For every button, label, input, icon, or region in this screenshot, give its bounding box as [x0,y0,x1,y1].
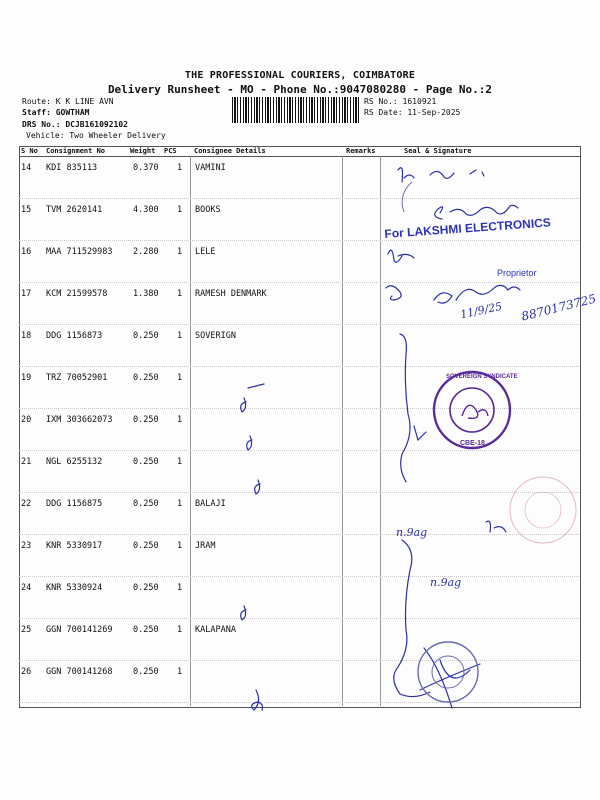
company-title: THE PROFESSIONAL COURIERS, COIMBATORE [184,70,416,81]
rs-no-value: 1610921 [402,97,437,106]
cell-consignment: DDG 1156875 [46,499,103,509]
cell-consignment: KCM 21599578 [46,289,108,299]
tick-mark [241,606,246,620]
lakshmi-top-stamp [402,182,412,212]
cell-pcs: 1 [177,583,183,593]
runsheet-subtitle: Delivery Runsheet - MO - Phone No.:9047080280 - Page No.:2 [107,83,493,96]
cell-pcs: 1 [177,289,183,299]
cell-pcs: 1 [177,205,183,215]
cell-pcs: 1 [177,247,183,257]
tick-mark [247,436,252,450]
cell-consignment: KDI 835113 [46,163,98,173]
handwritten-note-24: n.9ag [430,576,462,589]
cell-consignee: VAMINI [195,163,226,173]
cell-weight: 0.250 [133,583,159,593]
staff-value: GOWTHAM [55,108,90,117]
cell-weight: 0.250 [133,457,159,467]
cell-sno: 14 [21,163,32,173]
cell-pcs: 1 [177,457,183,467]
signature-mark [486,521,506,532]
cell-consignment: GGN 700141268 [46,667,113,677]
cell-consignment: MAA 711529983 [46,247,113,257]
cell-consignee: SOVERIGN [195,331,236,341]
cell-sno: 23 [21,541,32,551]
cell-sno: 18 [21,331,32,341]
rs-date-line: RS Date: 11-Sep-2025 [364,108,461,117]
column-header-remarks: Remarks [346,147,376,155]
cell-consignee: KALAPANA [195,625,236,635]
bracket-mark [414,426,426,440]
cell-pcs: 1 [177,373,183,383]
cell-weight: 0.370 [133,163,159,173]
cell-consignment: GGN 700141269 [46,625,113,635]
cell-sno: 17 [21,289,32,299]
cell-sno: 26 [21,667,32,677]
cell-weight: 0.250 [133,499,159,509]
cell-weight: 0.250 [133,415,159,425]
rs-no-line: RS No.: 1610921 [364,97,437,106]
cell-sno: 19 [21,373,32,383]
vehicle-line: Vehicle: Two Wheeler Delivery [26,131,166,140]
sovereign-syndicate-stamp [434,372,510,448]
cell-consignment: IXM 303662073 [46,415,113,425]
cell-pcs: 1 [177,667,183,677]
lakshmi-round-stamp [418,642,478,702]
cell-pcs: 1 [177,541,183,551]
route-line: Route: K K LINE AVN [22,97,114,106]
cell-weight: 0.250 [133,541,159,551]
tick-mark [252,690,263,710]
handwritten-note-23: n.9ag [396,526,428,539]
vehicle-value: Two Wheeler Delivery [69,131,166,140]
route-value: K K LINE AVN [55,97,114,106]
cell-consignment: KNR 5330917 [46,541,103,551]
cell-sno: 25 [21,625,32,635]
cell-weight: 0.250 [133,625,159,635]
cell-consignment: NGL 6255132 [46,457,103,467]
cell-weight: 0.250 [133,373,159,383]
cell-sno: 15 [21,205,32,215]
cell-consignee: JRAM [195,541,216,551]
sovereign-stamp-code: CBE-18 [460,440,485,447]
cell-weight: 4.300 [133,205,159,215]
cell-weight: 1.380 [133,289,159,299]
cell-sno: 16 [21,247,32,257]
lakshmi-electronics-stamp: For LAKSHMI ELECTRONICS [384,215,552,241]
rs-date-value: 11-Sep-2025 [407,108,461,117]
cell-sno: 21 [21,457,32,467]
cell-weight: 0.250 [133,331,159,341]
cell-pcs: 1 [177,163,183,173]
handwritten-phone: 8870173725 [520,291,598,324]
cell-pcs: 1 [177,331,183,341]
column-header-seal: Seal & Signature [404,147,472,155]
bracket-mark [394,540,430,697]
signature-mark [388,250,414,262]
cell-consignee: BALAJI [195,499,226,509]
cell-consignment: KNR 5330924 [46,583,103,593]
faded-round-stamp [510,477,576,543]
tick-mark [255,480,260,494]
column-header-weight: Weight [130,147,156,155]
drs-line: DRS No.: DCJB161092102 [22,120,128,129]
bracket-mark [400,334,410,482]
cell-sno: 24 [21,583,32,593]
proprietor-label: Proprietor [497,268,537,278]
column-header-sno: S No [21,147,38,155]
cell-pcs: 1 [177,625,183,635]
cell-sno: 22 [21,499,32,509]
cell-pcs: 1 [177,415,183,425]
cell-weight: 0.250 [133,667,159,677]
cell-sno: 20 [21,415,32,425]
handwritten-date: 11/9/25 [459,299,504,322]
sovereign-stamp-ring-text: SOVEREIGN SYNDICATE [446,374,518,380]
cell-consignment: TVM 2620141 [46,205,103,215]
tick-mark [241,384,264,412]
cell-consignment: DDG 1156873 [46,331,103,341]
signature-mark [420,648,480,708]
cell-pcs: 1 [177,499,183,509]
column-header-pcs: PCS [164,147,177,155]
cell-consignee: RAMESH DENMARK [195,289,267,299]
staff-line: Staff: GOWTHAM [22,108,90,117]
signature-mark [398,168,484,182]
drs-value: DCJB161092102 [65,120,128,129]
signature-mark [435,205,518,219]
column-header-consignment: Consignment No [46,147,106,155]
cell-weight: 2.280 [133,247,159,257]
column-header-consignee: Consignee Details [194,147,266,155]
cell-consignee: LELE [195,247,216,257]
cell-consignee: BOOKS [195,205,221,215]
cell-consignment: TRZ 70052901 [46,373,108,383]
